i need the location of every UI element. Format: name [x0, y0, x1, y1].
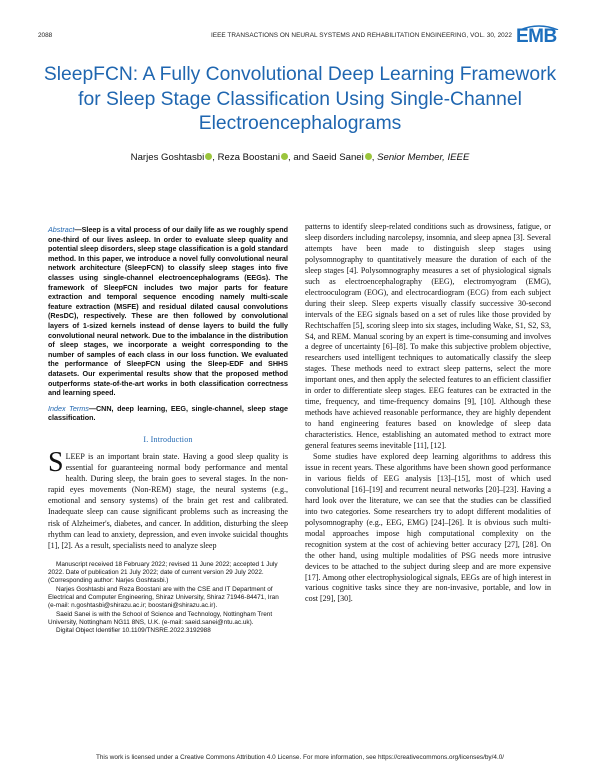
intro-text: LEEP is an important brain state. Having a good sleep quality is essential for guaranteeing normal body performance and mental health. During sleep, the brain goes to several stages. In the non-rapid eyes movements (Non-REM) stage, the neural systems (e.g., emotional and sensory systems) of the brain get rest and calibrated. Inadequate sleep can cause significant problems such as increasing the risk of Alzheimer's, diabetes, and cancer. In addition, disturbing the sleep rhythm can lead to anxiety, depression, and even invoke suicidal thoughts [1], [2]. As a result, specialists need to analyze sleep [48, 451, 288, 550]
intro-paragraph [48, 446, 288, 551]
doi-note: Digital Object Identifier 10.1109/TNSRE.2022.3192988 [56, 627, 211, 635]
left-column [48, 225, 288, 635]
abstract [48, 225, 288, 398]
body-paragraph: Some studies have explored deep learning algorithms to address this issue in recent years. These algorithms have been shown good performance in various fields of EEG analysis [13]–[15], most of which used convolutional [16]–[19] and recurrent neural networks [20]–[23]. Having a hard look over the literature, we can see that the studies can be classified into two categories. Some researchers try to adopt different modalities of polysomnography (e.g., EEG, EMG) [24]–[26]. It is obvious such multi-modal approaches impose high computational complexity on the recognition system at the cost of achieving better accuracy [27], [28]. On the other hand, using multiple modalities of PSG needs more intrusive devices to be attached to the subject during sleep and are more expensive [17]. Among other electrophysiological signals, EEGs are of high interest in various cognitive tasks since they are non-invasive, portable, and low in cost [29], [30]. [305, 452, 551, 604]
drop-cap: S [48, 446, 64, 478]
author-name: Reza Boostani [217, 152, 280, 163]
journal-name: IEEE TRANSACTIONS ON NEURAL SYSTEMS AND REHABILITATION ENGINEERING, VOL. 30, 2022 [210, 32, 512, 39]
orcid-icon[interactable] [205, 153, 212, 160]
orcid-icon[interactable] [365, 153, 372, 160]
logo-arc-icon [516, 24, 562, 30]
index-terms-text: —CNN, deep learning, EEG, single-channel, sleep stage classification. [48, 403, 288, 423]
running-header [38, 26, 562, 47]
index-terms [48, 404, 288, 423]
page-number: 2088 [38, 32, 53, 39]
section-heading: I. Introduction [143, 434, 193, 444]
author-name: Narjes Goshtasbi [130, 152, 205, 163]
author-membership: Senior Member, IEEE [377, 152, 470, 163]
footnotes [48, 561, 288, 636]
index-terms-label: Index Terms [48, 403, 89, 413]
author-name: , and Saeid Sanei [288, 152, 364, 163]
affiliation-note: Saeid Sanei is with the School of Science and Technology, Nottingham Trent University, Nottingham NG11 8NS, U.K. (e-mail: saeid.sanei@ntu.ac.uk). [48, 610, 273, 626]
license-footer: This work is licensed under a Creative Commons Attribution 4.0 License. For more information, see https://creativecommons.org/licenses/by/4.0/ [95, 754, 505, 761]
abstract-text: —Sleep is a vital process of our daily life as we roughly spend one-third of our lives asleep. In order to evaluate sleep quality and potential sleep disorders, sleep stage classification is a gold standard method. In this paper, we introduce a novel fully convolutional neural network architecture (SleepFCN) to classify sleep stages into five classes using single-channel electroencephalograms (EEGs). The framework of SleepFCN includes two major parts for feature extraction and temporal sequence encoding namely multi-scale feature extraction (MSFE) and residual dilated causal convolutions (ResDC), respectively. These are then followed by convolutional layers of 1-sized kernels instead of dense layers to build the fully convolutional neural network. Due to the imbalance in the distribution of sleep stages, we incorporate a weight corresponding to the number of samples of each class in our loss function. We evaluated the performance of SleepFCN using the Sleep-EDF and SHHS datasets. Our experimental results show that the proposed method outperforms state-of-the-art works in both classification correctness and learning speed. [48, 225, 288, 398]
right-column [305, 222, 551, 605]
logo-text: EMB [516, 26, 557, 47]
orcid-icon[interactable] [281, 153, 288, 160]
abstract-label: Abstract [48, 225, 75, 234]
body-paragraph: patterns to identify sleep-related conditions such as drowsiness, fatigue, or sleep disorders including narcolepsy, insomnia, and sleep apnea [3]. Several attempts have been made to distinguish sleep stages using polysomnography to quantitatively measure the duration of each of the sleep stages [4]. Polysomnography measures a set of physiological signals such as electroencephalography (EEG), electromyogram (EMG), electrooculogram (EOG), and electrocardiogram (ECG) from each subject during their sleep. Sleep experts visually classify successive 30-second intervals of the EEG signals based on a set of rules like those provided by Rechtschaffen [5], scoring sleep into six stages, including Wake, S1, S2, S3, S4, and REM. Manual scoring by an expert is time-consuming and involves a degree of uncertainty [6]–[8]. To make this subjective problem objective, researchers used intelligent techniques to automatically classify the sleep stages. These methods need to extract sleep patterns, select the more important ones, and then apply the selected features to an efficient classifier in order to differentiate sleep stages. EEG features can be extracted in the time, frequency, and time-frequency domains [9], [10]. Although these methods have achieved reasonable performance, they are highly dependent to hand engineering features based on knowledge of sleep data characteristics. Hence, establishing an automated method to extract more general features seems inevitable [11], [12]. [305, 222, 551, 451]
received-note: Manuscript received 18 February 2022; revised 11 June 2022; accepted 1 July 2022. Date of publication 21 July 2022; date of current version 29 July 2022. (Corresponding author: Narjes Goshtasbi.) [48, 560, 278, 585]
paper-title: SleepFCN: A Fully Convolutional Deep Learning Framework for Sleep Stage Classification Using Single-Channel Electroencephalograms [43, 64, 557, 135]
affiliation-note: Narjes Goshtasbi and Reza Boostani are with the CSE and IT Department of Electrical and Computer Engineering, Shiraz University, Shiraz 71946-84471, Iran (e-mail: n.goshtasbi@shirazu.ac.ir; boostani@shirazu.ac.ir). [48, 585, 279, 610]
emb-logo [516, 26, 562, 50]
author-line: Narjes Goshtasbi , Reza Boostani , and Saeid Sanei , Senior Member, IEEE [130, 152, 470, 163]
